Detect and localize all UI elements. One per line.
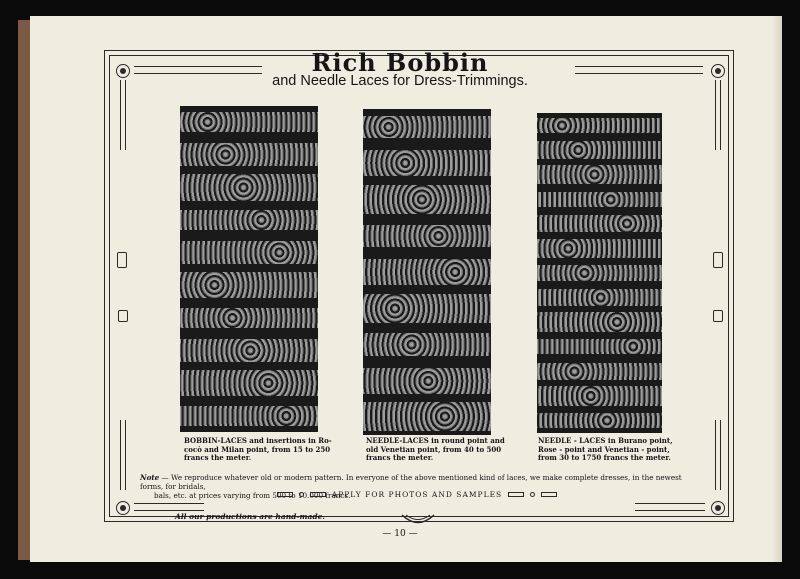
bobbin-lace-caption bbox=[184, 437, 332, 463]
frame-left-upper-bar-ornament bbox=[120, 80, 126, 150]
lace-strip bbox=[180, 143, 318, 166]
page-number: — 10 — bbox=[382, 529, 418, 539]
frame-right-upper-bar-ornament bbox=[715, 80, 721, 150]
dash-ornament-icon bbox=[541, 492, 557, 497]
bottom-center-scroll-ornament bbox=[400, 512, 436, 528]
caption-line: francs the meter. bbox=[366, 453, 434, 462]
caption-line: cocò and Milan point, from 15 to 250 bbox=[184, 444, 331, 454]
note-line-2: bals, etc. at prices varying from 500 to 10.000 francs. bbox=[154, 491, 351, 500]
caption-line: NEEDLE - LACES in Burano point, bbox=[538, 436, 673, 445]
lace-strip bbox=[180, 308, 318, 328]
needle-lace-burano-point-photo bbox=[537, 113, 662, 433]
needle-lace-round-point-photo bbox=[363, 109, 491, 435]
lace-strip bbox=[180, 370, 318, 396]
lace-strip bbox=[537, 413, 662, 428]
lace-strip bbox=[180, 339, 318, 362]
frame-bottom-right-bar-ornament bbox=[635, 503, 705, 511]
frame-bottom-left-bar-ornament bbox=[134, 503, 204, 511]
lace-strip bbox=[537, 363, 662, 380]
lace-strip bbox=[363, 116, 491, 138]
lace-strip bbox=[363, 150, 491, 176]
frame-left-small-ornament bbox=[118, 310, 128, 322]
frame-right-lower-bar-ornament bbox=[715, 420, 721, 490]
page-title: Rich Bobbin bbox=[311, 48, 489, 77]
lace-strip bbox=[537, 215, 662, 232]
caption-line: from 30 to 1750 francs the meter. bbox=[538, 453, 671, 462]
dash-ornament-icon bbox=[508, 492, 524, 497]
lace-strip bbox=[537, 339, 662, 354]
lace-strip bbox=[180, 174, 318, 200]
dot-ornament-icon bbox=[530, 492, 535, 497]
lace-strip bbox=[363, 402, 491, 431]
frame-right-small-ornament bbox=[713, 310, 723, 322]
frame-left-lower-bar-ornament bbox=[120, 420, 126, 490]
lace-strip bbox=[180, 241, 318, 264]
caption-line: Rose - point and Venetian - point, bbox=[538, 444, 670, 454]
caption-line: BOBBIN-LACES and insertions in Ro- bbox=[184, 436, 332, 445]
page-edge-shadow bbox=[772, 16, 782, 562]
dash-ornament-icon bbox=[310, 492, 326, 497]
lace-strip bbox=[537, 312, 662, 332]
dot-ornament-icon bbox=[299, 492, 304, 497]
lace-strip bbox=[363, 225, 491, 247]
frame-right-clasp-ornament bbox=[713, 252, 723, 268]
lace-strip bbox=[180, 112, 318, 132]
frame-corner-bottom-left-ornament bbox=[116, 501, 130, 515]
frame-corner-bottom-right-ornament bbox=[711, 501, 725, 515]
lace-strip bbox=[537, 192, 662, 207]
apply-banner bbox=[262, 490, 572, 499]
handmade-note: All our productions are hand-made. bbox=[175, 512, 325, 521]
apply-text: APPLY FOR PHOTOS AND SAMPLES bbox=[331, 490, 503, 499]
lace-strip bbox=[363, 368, 491, 394]
lace-strip bbox=[363, 333, 491, 355]
caption-line: old Venetian point, from 40 to 500 bbox=[366, 444, 502, 454]
lace-strip bbox=[537, 289, 662, 306]
lace-strip bbox=[537, 165, 662, 185]
dash-ornament-icon bbox=[277, 492, 293, 497]
frame-left-clasp-ornament bbox=[117, 252, 127, 268]
needle-lace-burano-caption bbox=[538, 437, 673, 463]
note-line-1: — We reproduce whatever old or modern pattern. In everyone of the above mentioned kind of laces, we make complete dresses, in the newest forms, for bridals, bbox=[140, 473, 682, 491]
note-label: Note bbox=[140, 473, 160, 482]
caption-line: francs the meter. bbox=[184, 453, 252, 462]
lace-strip bbox=[537, 118, 662, 133]
lace-strip bbox=[180, 210, 318, 230]
bobbin-lace-photo bbox=[180, 106, 318, 432]
lace-strip bbox=[180, 272, 318, 298]
lace-strip bbox=[537, 386, 662, 406]
lace-strip bbox=[363, 294, 491, 323]
caption-line: NEEDLE-LACES in round point and bbox=[366, 436, 505, 445]
lace-strip bbox=[363, 259, 491, 285]
lace-strip bbox=[537, 239, 662, 259]
needle-lace-round-caption bbox=[366, 437, 505, 463]
lace-strip bbox=[363, 185, 491, 214]
lace-strip bbox=[537, 141, 662, 158]
lace-strip bbox=[180, 406, 318, 426]
page-subtitle: and Needle Laces for Dress-Trimmings. bbox=[272, 73, 528, 89]
lace-strip bbox=[537, 265, 662, 280]
